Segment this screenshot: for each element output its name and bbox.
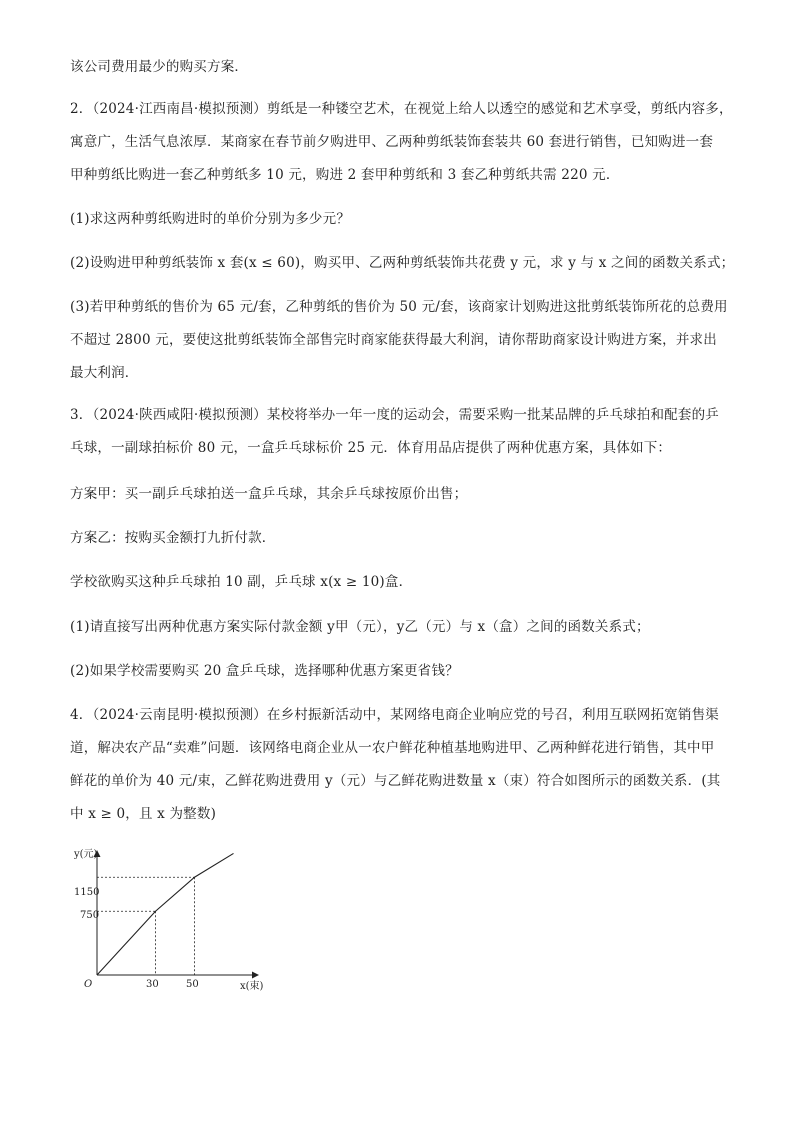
text-line: 鲜花的单价为 40 元/束，乙鲜花购进费用 y（元）与乙鲜花购进数量 x（束）符合如图所示的函数关系．(其 (70, 773, 721, 789)
function-graph (60, 845, 280, 1005)
text-line: 最大利润． (70, 365, 139, 381)
text-line: 方案甲：买一副乒乓球拍送一盒乒乓球，其余乒乓球按原价出售； (70, 486, 468, 502)
x-tick-label: 50 (186, 979, 199, 990)
text-line: 该公司费用最少的购买方案． (70, 59, 249, 75)
guide-lines (97, 877, 195, 975)
text-line: (1)请直接写出两种优惠方案实际付款金额 y甲（元），y乙（元）与 x（盒）之间的函数关系式； (70, 619, 650, 635)
y-tick-label: 1150 (74, 887, 100, 898)
series-line (97, 853, 234, 975)
text-line: 寓意广，生活气息浓厚．某商家在春节前夕购进甲、乙两种剪纸装饰套装共 60 套进行销售，已知购进一套 (70, 134, 714, 150)
text-line: (3)若甲种剪纸的售价为 65 元/套，乙种剪纸的售价为 50 元/套，该商家计划购进这批剪纸装饰所花的总费用 (70, 299, 728, 315)
text-line: 乓球，一副球拍标价 80 元，一盒乒乓球标价 25 元．体育用品店提供了两种优惠方案，具体如下： (70, 440, 672, 456)
text-line: 中 x ≥ 0，且 x 为整数) (70, 806, 217, 822)
x-tick-label: 30 (146, 979, 159, 990)
text-line: 不超过 2800 元，要使这批剪纸装饰全部售完时商家能获得最大利润，请你帮助商家设计购进方案，并求出 (70, 332, 717, 348)
x-axis-label: x(束) (240, 981, 264, 992)
y-tick-label: 750 (80, 910, 100, 921)
text-line: 道，解决农产品“卖难”问题．该网络电商企业从一农户鲜花种植基地购进甲、乙两种鲜花进行销售，其中甲 (70, 740, 715, 756)
text-line: 2．（2024·江西南昌·模拟预测）剪纸是一种镂空艺术，在视觉上给人以透空的感觉和艺术享受，剪纸内容多， (70, 101, 733, 117)
origin-label: O (84, 979, 93, 990)
y-axis-label: y(元) (74, 849, 98, 860)
text-line: (2)如果学校需要购买 20 盒乒乓球，选择哪种优惠方案更省钱？ (70, 663, 459, 679)
text-line: 甲种剪纸比购进一套乙种剪纸多 10 元，购进 2 套甲种剪纸和 3 套乙种剪纸共需 220 元． (70, 167, 620, 183)
text-line: 方案乙：按购买金额打九折付款． (70, 530, 276, 546)
text-line: (1)求这两种剪纸购进时的单价分别为多少元？ (70, 211, 351, 227)
text-line: 4．（2024·云南昆明·模拟预测）在乡村振新活动中，某网络电商企业响应党的号召，利用互联网拓宽销售渠 (70, 707, 719, 723)
text-line: 学校欲购买这种乒乓球拍 10 副，乒乓球 x(x ≥ 10)盒． (70, 574, 413, 590)
text-line: (2)设购进甲种剪纸装饰 x 套(x ≤ 60)，购买甲、乙两种剪纸装饰共花费 y 元，求 y 与 x 之间的函数关系式； (70, 255, 735, 271)
text-line: 3．（2024·陕西咸阳·模拟预测）某校将举办一年一度的运动会，需要采购一批某品牌的乒乓球拍和配套的乒 (70, 407, 719, 423)
